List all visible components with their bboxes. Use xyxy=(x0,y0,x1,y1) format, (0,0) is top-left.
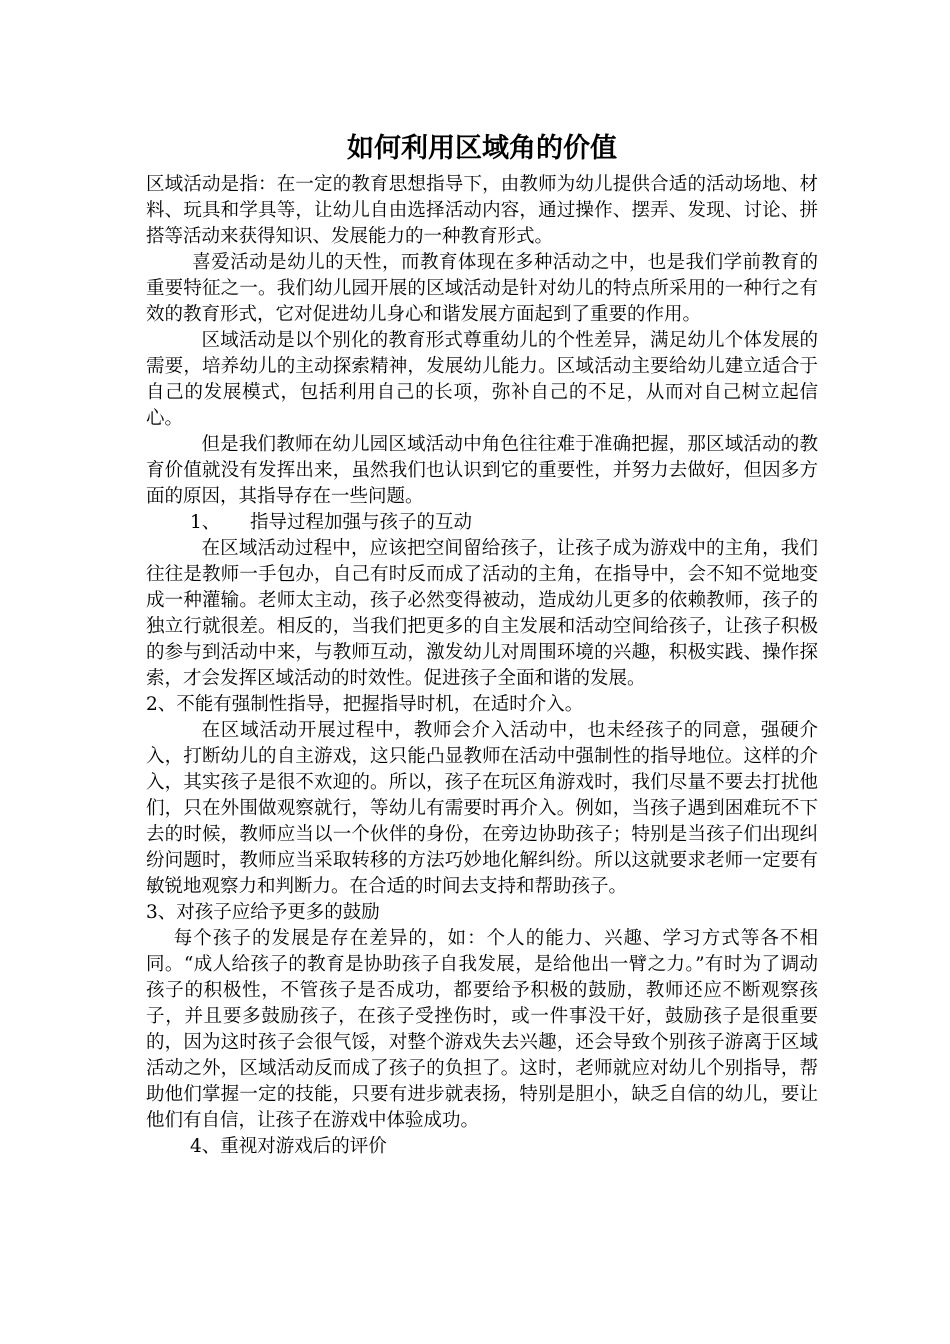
document-title: 如何利用区域角的价值 xyxy=(347,133,617,164)
document-page xyxy=(146,128,818,1160)
paragraph-interaction: 在区域活动过程中，应该把空间留给孩子，让孩子成为游戏中的主角，我们往往是教师一手包办，自己有时反而成了活动的主角，在指导中，会不知不觉地变成一种灌输。老师太主动，孩子必然变得被动，造成幼儿更多的依赖教师，孩子的独立行就很差。相反的，当我们把更多的自主发展和活动空间给孩子，让孩子积极的参与到活动中来，与教师互动，激发幼儿对周围环境的兴趣，积极实践、操作探索，才会发挥区域活动的时效性。促进孩子全面和谐的发展。 xyxy=(146,538,818,689)
section-heading-1 xyxy=(190,510,818,536)
section-title-1: 指导过程加强与孩子的互动 xyxy=(250,512,473,533)
section-heading-4: 4、重视对游戏后的评价 xyxy=(190,1136,387,1157)
paragraph-individual: 区域活动是以个别化的教育形式尊重幼儿的个性差异，满足幼儿个体发展的需要，培养幼儿的主动探索精神，发展幼儿能力。区域活动主要给幼儿建立适合于自己的发展模式，包括利用自己的长项，弥补自己的不足，从而对自己树立起信心。 xyxy=(146,330,818,429)
paragraph-definition: 区域活动是指：在一定的教育思想指导下，由教师为幼儿提供合适的活动场地、材料、玩具和学具等，让幼儿自由选择活动内容，通过操作、摆弄、发现、讨论、拼搭等活动来获得知识、发展能力的一种教育形式。 xyxy=(146,174,818,247)
section-heading-3: 3、对孩子应给予更多的鼓励 xyxy=(146,902,380,923)
paragraph-problems: 但是我们教师在幼儿园区域活动中角色往往难于准确把握，那区域活动的教育价值就没有发挥出来，虽然我们也认识到它的重要性，并努力去做好，但因多方面的原因，其指导存在一些问题。 xyxy=(146,434,818,507)
section-number-1: 1、 xyxy=(190,512,221,533)
paragraph-encouragement: 每个孩子的发展是存在差异的，如：个人的能力、兴趣、学习方式等各不相同。“成人给孩子的教育是协助孩子自我发展，是给他出一臂之力。”有时为了调动孩子的积极性，不管孩子是否成功，都要给予积极的鼓励，教师还应不断观察孩子，并且要多鼓励孩子，在孩子受挫伤时，或一件事没干好，鼓励孩子是很重要的，因为这时孩子会很气馁，对整个游戏失去兴趣，还会导致个别孩子游离于区域活动之外，区域活动反而成了孩子的负担了。这时，老师就应对幼儿个别指导，帮助他们掌握一定的技能，只要有进步就表扬，特别是胆小，缺乏自信的幼儿，要让他们有自信，让孩子在游戏中体验成功。 xyxy=(146,928,818,1131)
paragraph-intervention: 在区域活动开展过程中，教师会介入活动中，也未经孩子的同意，强硬介入，打断幼儿的自主游戏，这只能凸显教师在活动中强制性的指导地位。这样的介入，其实孩子是很不欢迎的。所以，孩子在玩区角游戏时，我们尽量不要去打扰他们，只在外围做观察就行，等幼儿有需要时再介入。例如，当孩子遇到困难玩不下去的时候，教师应当以一个伙伴的身份，在旁边协助孩子；特别是当孩子们出现纠纷问题时，教师应当采取转移的方法巧妙地化解纠纷。所以这就要求老师一定要有敏锐地观察力和判断力。在合适的时间去支持和帮助孩子。 xyxy=(146,720,818,897)
section-heading-2: 2、不能有强制性指导，把握指导时机，在适时介入。 xyxy=(146,694,584,715)
paragraph-nature: 喜爱活动是幼儿的天性，而教育体现在多种活动之中，也是我们学前教育的重要特征之一。我们幼儿园开展的区域活动是针对幼儿的特点所采用的一种行之有效的教育形式，它对促进幼儿身心和谐发展方面起到了重要的作用。 xyxy=(146,252,818,325)
